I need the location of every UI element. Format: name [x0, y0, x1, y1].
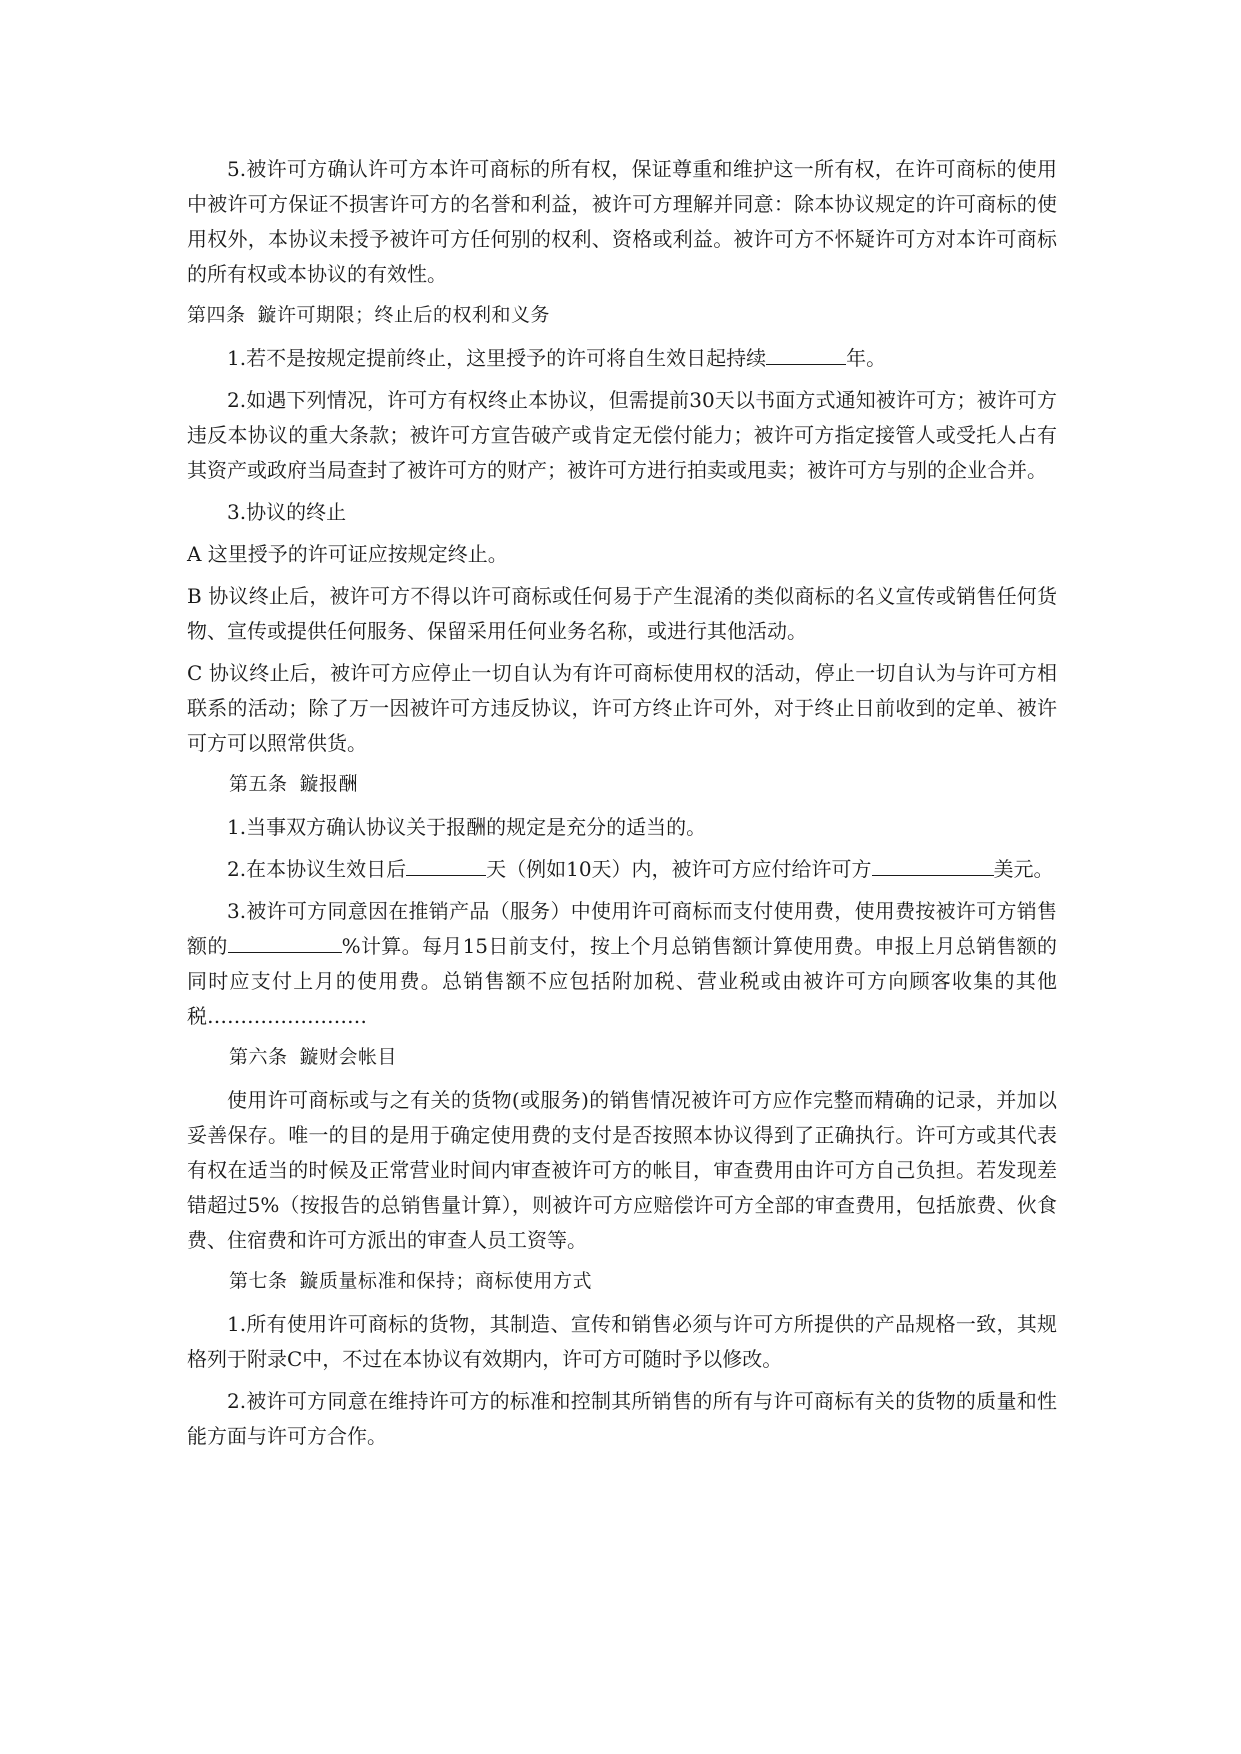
article-4-heading: 第四条 鏇许可期限；终止后的权利和义务 [187, 304, 550, 326]
article-4-clause-3c: C 协议终止后，被许可方应停止一切自认为有许可商标使用权的活动，停止一切自认为与许可方相联系的活动；除了万一因被许可方违反协议，许可方终止许可外，对于终止日前收到的定单、被许可方可以照常供货。 [187, 661, 1057, 755]
document-page [187, 152, 1057, 1461]
article-5-clause-1: 1.当事双方确认协议关于报酬的规定是充分的适当的。 [227, 815, 707, 839]
clause-text: %计算。每月15日前支付，按上个月总销售额计算使用费。申报上月总销售额的同时应支付上月的使用费。总销售额不应包括附加税、营业税或由被许可方向顾客收集的其他税…………………… [187, 934, 1058, 1028]
article-7-clause-1: 1.所有使用许可商标的货物，其制造、宣传和销售必须与许可方所提供的产品规格一致，其规格列于附录C中，不过在本协议有效期内，许可方可随时予以修改。 [187, 1312, 1057, 1371]
blank-percentage [228, 930, 342, 953]
clause-text: 2.在本协议生效日后 [227, 857, 407, 881]
blank-days [406, 853, 486, 876]
article-4-clause-3b: B 协议终止后，被许可方不得以许可商标或任何易于产生混淆的类似商标的名义宣传或销售任何货物、宣传或提供任何服务、保留采用任何业务名称，或进行其他活动。 [187, 584, 1057, 643]
article-5-clause-3 [187, 894, 1057, 1034]
article-5-heading: 第五条 鏇报酬 [229, 773, 358, 795]
article-6-heading: 第六条 鏇财会帐目 [229, 1046, 397, 1068]
article-4-clause-3a: A 这里授予的许可证应按规定终止。 [187, 542, 508, 566]
clause-text: 天（例如10天）内，被许可方应付给许可方 [486, 857, 872, 881]
clause-text: 年。 [846, 346, 887, 370]
article-5-clause-2 [187, 852, 1057, 887]
article-6-body: 使用许可商标或与之有关的货物(或服务)的销售情况被许可方应作完整而精确的记录，并加以妥善保存。唯一的目的是用于确定使用费的支付是否按照本协议得到了正确执行。许可方或其代表有权在适当的时候及正常营业时间内审查被许可方的帐目，审查费用由许可方自己负担。若发现差错超过5%（按报告的总销售量计算），则被许可方应赔偿许可方全部的审查费用，包括旅费、伙食费、住宿费和许可方派出的审查人员工资等。 [187, 1088, 1057, 1252]
clause-text: 美元。 [993, 857, 1054, 881]
blank-amount [872, 853, 994, 876]
article-7-clause-2: 2.被许可方同意在维持许可方的标准和控制其所销售的所有与许可商标有关的货物的质量和性能方面与许可方合作。 [187, 1389, 1057, 1448]
article-4-clause-3: 3.协议的终止 [227, 500, 347, 524]
blank-years [766, 342, 846, 365]
clause-text: 3.被许可方同意因在推销产品（服务）中使用许可商标而支付使用费，使用费按被许可方销售额的 [187, 899, 1057, 958]
article-4-clause-2: 2.如遇下列情况，许可方有权终止本协议，但需提前30天以书面方式通知被许可方；被许可方违反本协议的重大条款；被许可方宣告破产或肯定无偿付能力；被许可方指定接管人或受托人占有其资产或政府当局查封了被许可方的财产；被许可方进行拍卖或甩卖；被许可方与别的企业合并。 [187, 388, 1057, 482]
clause-text: 1.若不是按规定提前终止，这里授予的许可将自生效日起持续 [227, 346, 767, 370]
article-4-clause-1 [187, 341, 1057, 376]
paragraph-ownership: 5.被许可方确认许可方本许可商标的所有权，保证尊重和维护这一所有权，在许可商标的使用中被许可方保证不损害许可方的名誉和利益，被许可方理解并同意：除本协议规定的许可商标的使用权外，本协议未授予被许可方任何别的权利、资格或利益。被许可方不怀疑许可方对本许可商标的所有权或本协议的有效性。 [187, 157, 1057, 286]
article-7-heading: 第七条 鏇质量标准和保持；商标使用方式 [229, 1270, 592, 1292]
